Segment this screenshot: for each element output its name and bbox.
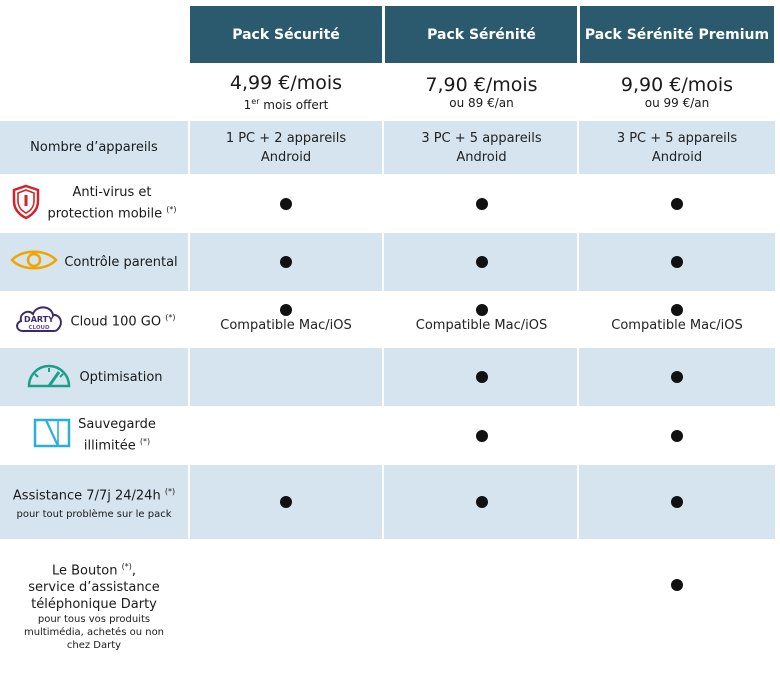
included-dot: [280, 304, 292, 316]
included-dot: [671, 496, 683, 508]
price-pack-serenite-premium: [580, 63, 774, 121]
parental-pack-securite: [190, 233, 382, 291]
antivirus-pack-serenite: [385, 174, 578, 233]
column-separator: [382, 0, 384, 690]
cloud-pack-serenite: [385, 291, 578, 348]
header-pack-serenite-premium: [580, 6, 774, 63]
cloud-pack-securite: [190, 291, 382, 348]
price: 4,99 €/mois: [229, 71, 343, 94]
included-dot: [280, 256, 292, 268]
label-devices: Nombre d’appareils: [30, 140, 158, 155]
included-dot: [280, 496, 292, 508]
label-assistance: Assistance 7/7j 24/24h (*) pour tout problème sur le pack: [12, 486, 176, 521]
pack-name: Pack Sérénité: [427, 26, 536, 43]
header-pack-securite: [190, 6, 382, 63]
devices-pack-serenite-premium: 3 PC + 5 appareils Android: [616, 130, 738, 165]
eye-icon: [10, 248, 58, 276]
shield-icon: [11, 184, 41, 224]
svg-text:DARTY: DARTY: [23, 314, 54, 324]
label-antivirus: Anti-virus et protection mobile (*): [0, 174, 188, 233]
backup-pack-serenite-premium: [580, 406, 774, 465]
antivirus-pack-securite: [190, 174, 382, 233]
parental-pack-serenite: [385, 233, 578, 291]
header-pack-serenite: [385, 6, 578, 63]
pack-name: Pack Sécurité: [232, 26, 340, 43]
price-pack-serenite: [385, 63, 578, 121]
included-dot: [671, 304, 683, 316]
cloud-compat-note: Compatible Mac/iOS: [415, 318, 548, 333]
label-cloud: DARTY CLOUD Cloud 100 GO (*): [0, 291, 188, 348]
devices-pack-securite: 1 PC + 2 appareils Android: [225, 130, 347, 165]
pack-name: Pack Sérénité Premium: [584, 26, 770, 43]
cloud-compat-note: Compatible Mac/iOS: [611, 318, 743, 333]
price-note: ou 89 €/an: [449, 95, 514, 110]
included-dot: [671, 198, 683, 210]
cloud-pack-serenite-premium: [580, 291, 774, 348]
included-dot: [671, 256, 683, 268]
darty-cloud-icon: [13, 301, 65, 339]
optimisation-pack-serenite: [385, 348, 578, 406]
included-dot: [476, 198, 488, 210]
backup-pack-serenite: [385, 406, 578, 465]
included-dot: [476, 304, 488, 316]
devices-pack-serenite: 3 PC + 5 appareils Android: [421, 130, 542, 165]
assistance-pack-serenite: [385, 465, 578, 539]
optimisation-pack-serenite-premium: [580, 348, 774, 406]
included-dot: [671, 579, 683, 591]
price-note: 1er mois offert: [243, 96, 329, 112]
included-dot: [671, 371, 683, 383]
svg-text:CLOUD: CLOUD: [28, 324, 50, 331]
label-le-bouton: Le Bouton (*), service d’assistance téléphonique Darty pour tous vos produits multimédia, achetés ou non chez Darty: [23, 561, 165, 652]
cloud-compat-note: Compatible Mac/iOS: [220, 318, 352, 333]
label-backup: Sauvegarde illimitée (*): [0, 406, 188, 465]
gauge-icon: [25, 360, 73, 394]
price: 7,90 €/mois: [425, 73, 538, 96]
backup-icon: [32, 416, 72, 454]
price: 9,90 €/mois: [620, 73, 734, 96]
price-note: ou 99 €/an: [644, 95, 710, 110]
assistance-pack-securite: [190, 465, 382, 539]
price-pack-securite: [190, 63, 382, 121]
included-dot: [671, 430, 683, 442]
antivirus-pack-serenite-premium: [580, 174, 774, 233]
included-dot: [476, 256, 488, 268]
included-dot: [476, 496, 488, 508]
le-bouton-pack-serenite-premium: [580, 545, 774, 625]
assistance-pack-serenite-premium: [580, 465, 774, 539]
label-optimisation: Optimisation: [0, 348, 188, 406]
included-dot: [476, 430, 488, 442]
parental-pack-serenite-premium: [580, 233, 774, 291]
included-dot: [280, 198, 292, 210]
label-parental: Contrôle parental: [0, 233, 188, 291]
included-dot: [476, 371, 488, 383]
